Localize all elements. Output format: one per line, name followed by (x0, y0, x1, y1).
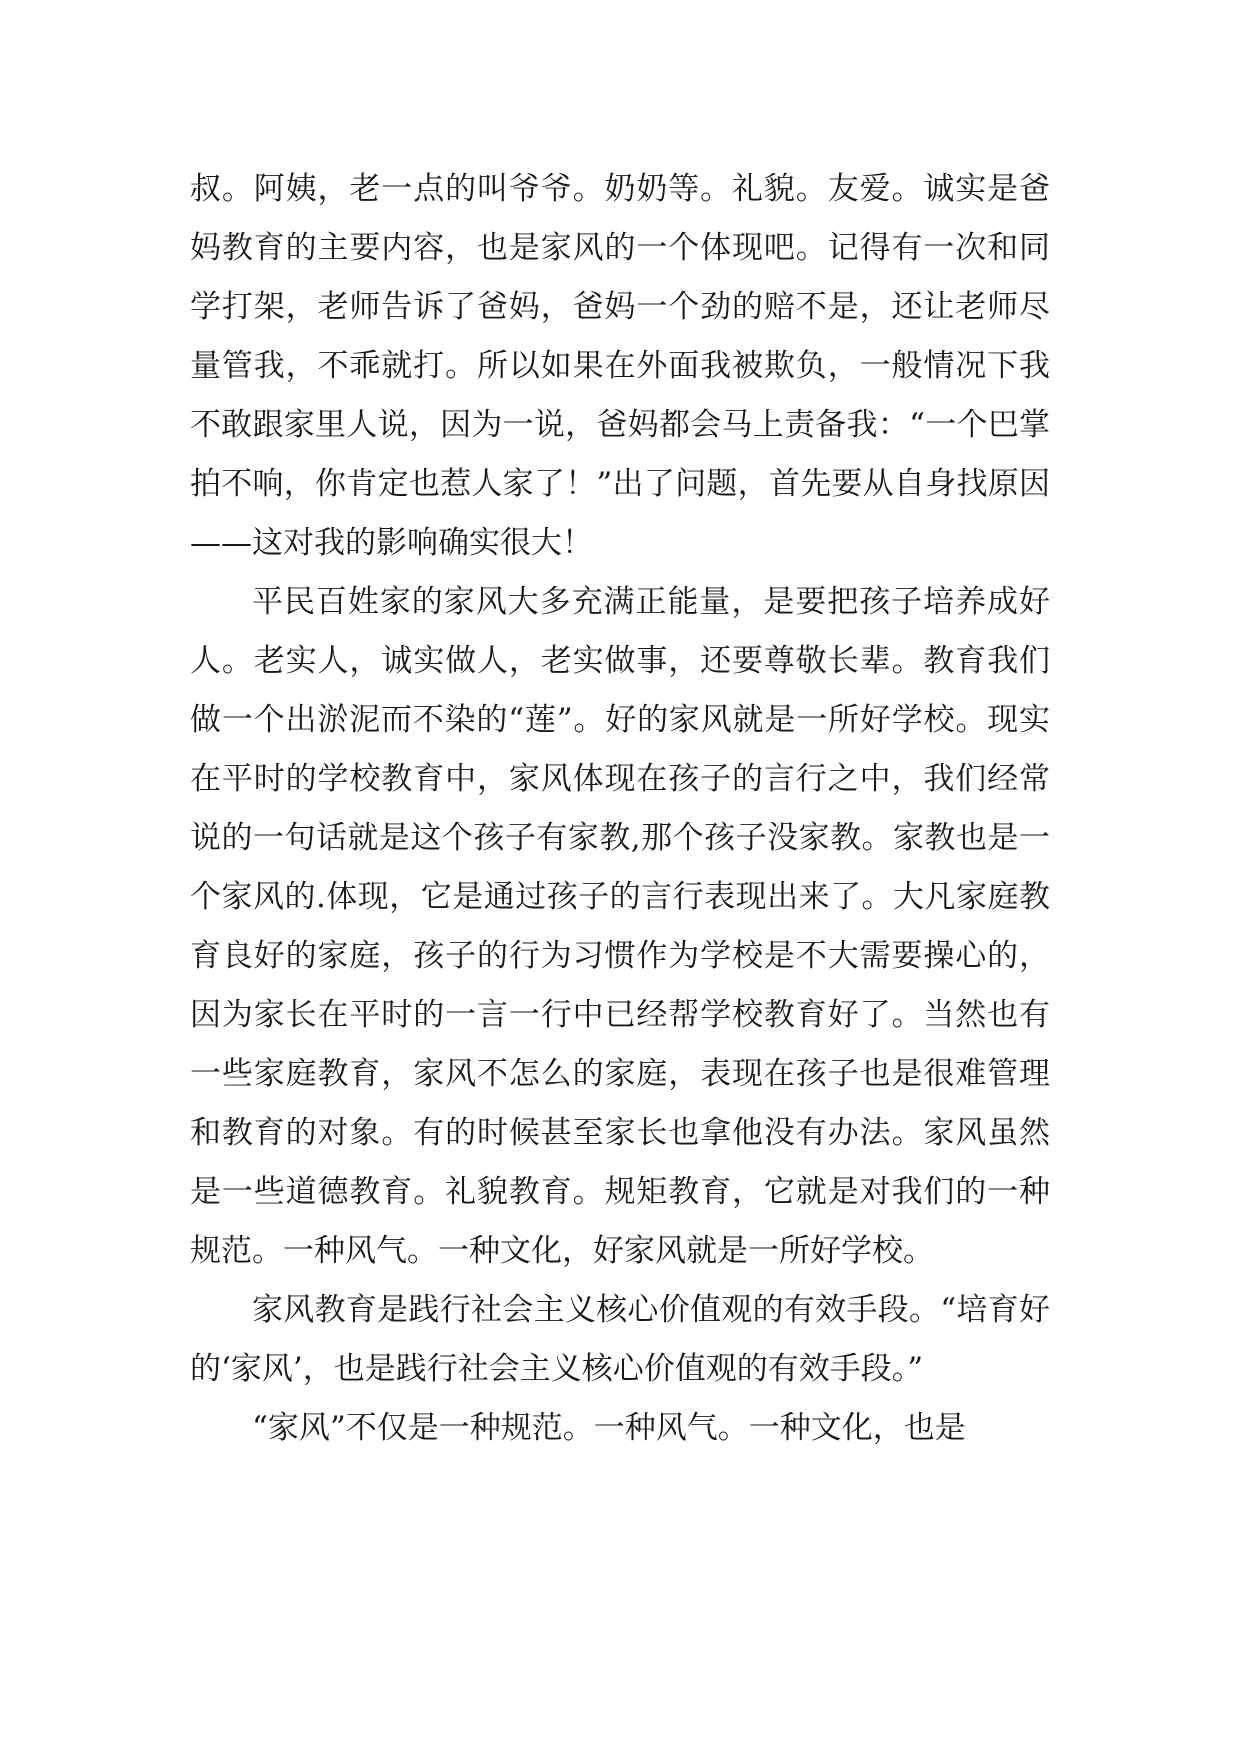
paragraph-3: 家风教育是践行社会主义核心价值观的有效手段。“培育好的‘家风’，也是践行社会主义核心价值观的有效手段。” (190, 1292, 1050, 1387)
paragraph-4: “家风”不仅是一种规范。一种风气。一种文化，也是 (252, 1410, 966, 1446)
document-body (190, 160, 1050, 1458)
paragraph-1: 叔。阿姨，老一点的叫爷爷。奶奶等。礼貌。友爱。诚实是爸妈教育的主要内容，也是家风的一个体现吧。记得有一次和同学打架，老师告诉了爸妈，爸妈一个劲的赔不是，还让老师尽量管我，不乖就打。所以如果在外面我被欺负，一般情况下我不敢跟家里人说，因为一说，爸妈都会马上责备我：“一个巴掌拍不响，你肯定也惹人家了！”出了问题，首先要从自身找原因——这对我的影响确实很大！ (190, 171, 1050, 561)
paragraph-2: 平民百姓家的家风大多充满正能量，是要把孩子培养成好人。老实人，诚实做人，老实做事，还要尊敬长辈。教育我们做一个出淤泥而不染的“莲”。好的家风就是一所好学校。现实在平时的学校教育中，家风体现在孩子的言行之中，我们经常说的一句话就是这个孩子有家教,那个孩子没家教。家教也是一个家风的.体现，它是通过孩子的言行表现出来了。大凡家庭教育良好的家庭，孩子的行为习惯作为学校是不大需要操心的，因为家长在平时的一言一行中已经帮学校教育好了。当然也有一些家庭教育，家风不怎么的家庭，表现在孩子也是很难管理和教育的对象。有的时候甚至家长也拿他没有办法。家风虽然是一些道德教育。礼貌教育。规矩教育，它就是对我们的一种规范。一种风气。一种文化，好家风就是一所好学校。 (190, 584, 1050, 1269)
